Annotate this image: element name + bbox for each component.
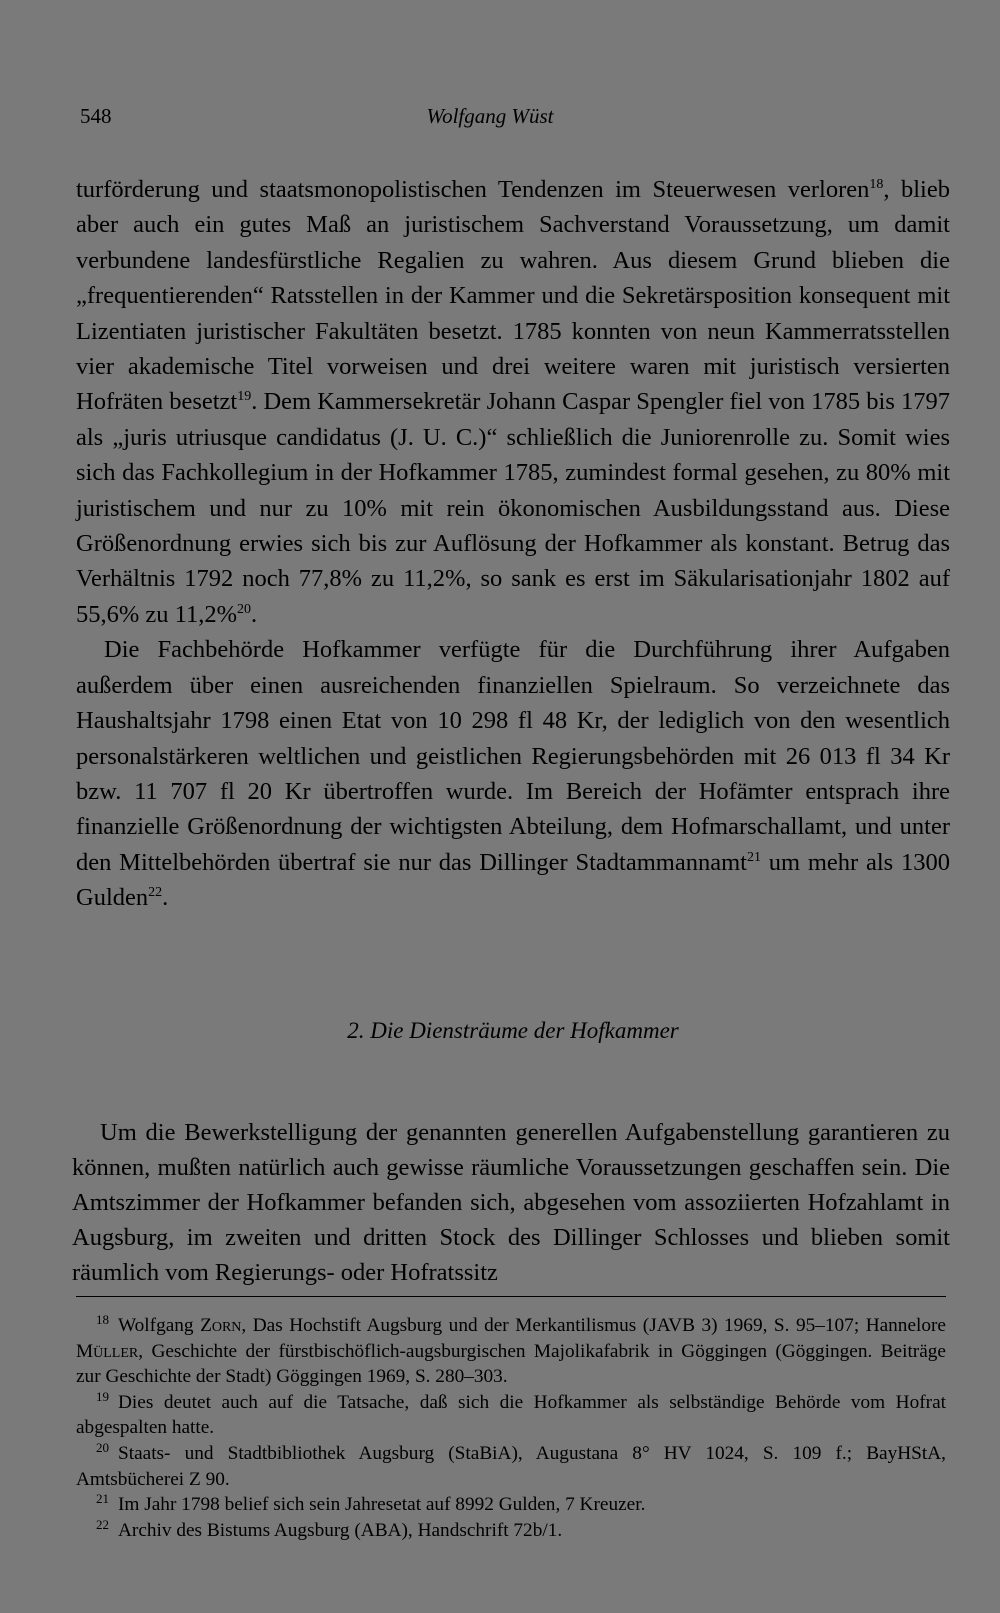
footnote-text: Wolfgang <box>118 1315 194 1336</box>
text-run: , blieb aber auch ein gutes Maß an juristischem Sachverstand Voraussetzung, um damit verbundene landesfürstliche Regalien zu wahren. Aus diesem Grund blieben die „frequentierenden“ Ratsstellen in der Kammer und die Sekretärsposition konsequent mit Lizentiaten juristischer Fakultäten besetzt. 1785 konnten von neun Kammerratsstellen vier akademische Titel vorweisen und drei weitere waren mit juristisch versierten Hofräten besetzt <box>76 176 950 416</box>
author-name: Müller <box>76 1340 139 1362</box>
paragraph <box>76 632 950 915</box>
running-head: Wolfgang Wüst <box>426 104 554 128</box>
section-heading: 2. Die Diensträume der Hofkammer <box>347 1018 679 1043</box>
section-paragraph: Um die Bewerkstelligung der genannten generellen Aufgabenstellung garantieren zu können, mußten natürlich auch gewisse räumliche Voraussetzungen geschaffen sein. Die Amtszimmer der Hofkammer befanden sich, abgesehen vom assoziierten Hofzahlamt in Augsburg, im zweiten und dritten Stock des Dillinger Schlosses und blieben somit räumlich vom Regierungs- oder Hofratssitz <box>72 1118 950 1287</box>
text-run: Die Fachbehörde Hofkammer verfügte für die Durchführung ihrer Aufgaben außerdem über einen ausreichenden finanziellen Spielraum. So verzeichnete das Haushaltsjahr 1798 einen Etat von 10 298 fl 48 Kr, der lediglich von den wesentlich personalstärkeren weltlichen und geistlichen Regierungsbehörden mit 26 013 fl 34 Kr bzw. 11 707 fl 20 Kr übertroffen wurde. Im Bereich der Hofämter entsprach ihre finanzielle Größenordnung der wichtigsten Abteilung, dem Hofmarschallamt, und unter den Mittelbehörden übertraf sie nur das Dillinger Stadtammannamt <box>76 636 950 876</box>
footnote-number: 22 <box>96 1516 109 1532</box>
footnote <box>76 1518 946 1544</box>
footnote-text: Im Jahr 1798 belief sich sein Jahresetat auf 8992 Gulden, 7 Kreuzer. <box>118 1494 646 1516</box>
footnote-text: , Das Hochstift Augsburg und der Merkantilismus (JAVB 3) 1969, S. 95–107; Hannelore <box>241 1315 946 1336</box>
footnotes <box>76 1313 946 1543</box>
paragraph <box>76 172 950 632</box>
footnote-ref: 21 <box>746 849 761 865</box>
footnote-text: Staats- und Stadtbibliothek Augsburg (StaBiA), Augustana 8° HV 1024, S. 109 f.; BayHStA, Amtsbücherei Z 90. <box>76 1442 946 1490</box>
footnote-separator <box>76 1296 946 1297</box>
page-number: 548 <box>80 104 112 128</box>
footnote-number: 21 <box>96 1491 109 1507</box>
footnote-ref: 18 <box>869 177 884 192</box>
footnote-text: Dies deutet auch auf die Tatsache, daß sich die Hofkammer als selbständige Behörde vom Hofrat abgespalten hatte. <box>76 1391 946 1439</box>
text-run: turförderung und staatsmonopolistischen Tendenzen im Steuerwesen verloren <box>76 176 870 203</box>
footnote <box>76 1313 946 1390</box>
footnote-number: 20 <box>96 1439 109 1455</box>
footnote <box>76 1492 946 1518</box>
footnote-ref: 19 <box>237 389 252 405</box>
footnote-text: Archiv des Bistums Augsburg (ABA), Handschrift 72b/1. <box>118 1519 563 1541</box>
text-run: . <box>251 600 258 628</box>
text-run: um mehr als 1300 Gulden <box>76 848 950 912</box>
footnote <box>76 1441 946 1492</box>
author-name: Zorn <box>200 1315 242 1336</box>
footnote <box>76 1390 946 1441</box>
footnote-number: 18 <box>96 1312 109 1327</box>
page-header <box>80 104 900 134</box>
footnote-text: , Geschichte der fürstbischöflich-augsburgischen Majolikafabrik in Göggingen (Göggingen. Beiträge zur Geschichte der Stadt) Göggingen 1969, S. 280–303. <box>76 1340 946 1388</box>
text-run: . <box>162 884 169 912</box>
footnote-ref: 22 <box>148 885 163 901</box>
main-text <box>76 172 950 916</box>
footnote-ref: 20 <box>237 601 252 617</box>
footnote-number: 19 <box>96 1388 109 1404</box>
text-run: . Dem Kammersekretär Johann Caspar Spengler fiel von 1785 bis 1797 als „juris utriusque candidatus (J. U. C.)“ schließlich die Juniorenrolle zu. Somit wies sich das Fachkollegium in der Hofkammer 1785, zumindest formal gesehen, zu 80% mit juristischem und nur zu 10% mit rein ökonomischen Ausbildungsstand aus. Diese Größenordnung erwies sich bis zur Auflösung der Hofkammer als konstant. Betrug das Verhältnis 1792 noch 77,8% zu 11,2%, so sank es erst im Säkularisationjahr 1802 auf 55,6% zu 11,2% <box>76 388 950 628</box>
